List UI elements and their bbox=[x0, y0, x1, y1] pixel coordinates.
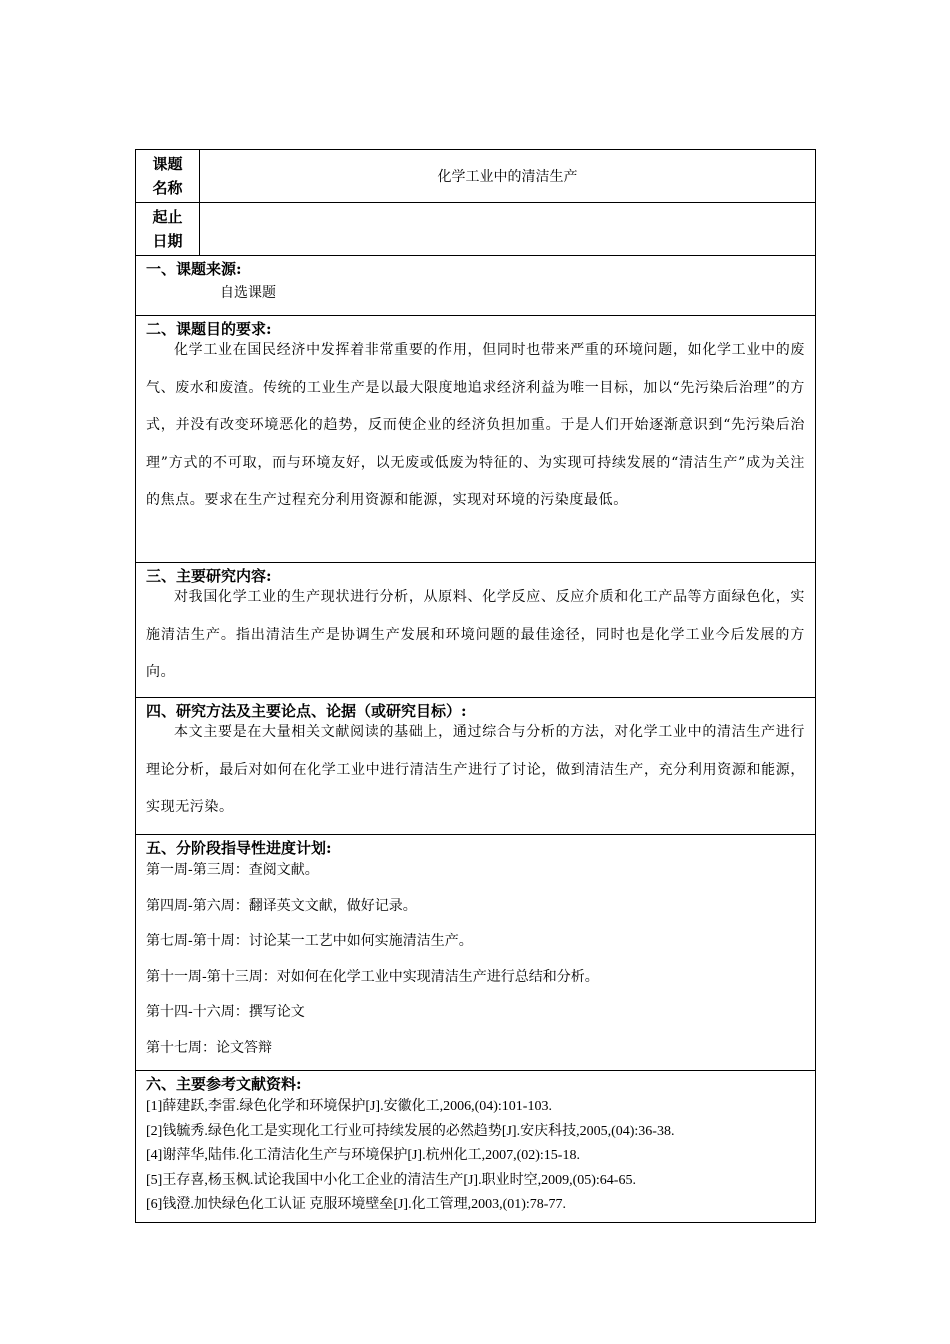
section-source-content: 自选课题 bbox=[220, 285, 276, 301]
topic-label-line-2: 名称 bbox=[152, 179, 183, 197]
plan-item: 第十一周-第十三周：对如何在化学工业中实现清洁生产进行总结和分析。 bbox=[146, 968, 599, 985]
section-source bbox=[136, 256, 816, 316]
section-purpose bbox=[136, 316, 816, 563]
topic-label bbox=[136, 150, 200, 203]
section-method bbox=[136, 698, 816, 835]
section-content bbox=[136, 563, 816, 698]
section-plan-title: 五、分阶段指导性进度计划: bbox=[146, 839, 332, 857]
topic-value: 化学工业中的清洁生产 bbox=[200, 150, 816, 203]
date-label-line-2: 日期 bbox=[152, 232, 183, 250]
reference-item: [5]王存喜,杨玉枫.试论我国中小化工企业的清洁生产[J].职业时空,2009,(05):64-65. bbox=[146, 1172, 636, 1188]
section-method-title: 四、研究方法及主要论点、论据（或研究目标）: bbox=[146, 702, 467, 720]
section-content-content: 对我国化学工业的生产现状进行分析，从原料、化学反应、反应介质和化工产品等方面绿色化，实施清洁生产。指出清洁生产是协调生产发展和环境问题的最佳途径，同时也是化学工业今后发展的方向。 bbox=[146, 589, 805, 680]
plan-item: 第十七周：论文答辩 bbox=[146, 1039, 272, 1056]
task-form-table bbox=[135, 149, 816, 1223]
plan-item: 第十四-十六周：撰写论文 bbox=[146, 1004, 305, 1020]
reference-item: [1]薛建跃,李雷.绿色化学和环境保护[J].安徽化工,2006,(04):101-103. bbox=[146, 1099, 552, 1114]
section-plan bbox=[136, 835, 816, 1071]
section-source-title: 一、课题来源: bbox=[146, 260, 242, 278]
topic-label-line-1: 课题 bbox=[152, 155, 183, 173]
plan-item: 第四周-第六周：翻译英文文献，做好记录。 bbox=[146, 897, 417, 914]
plan-item: 第七周-第十周：讨论某一工艺中如何实施清洁生产。 bbox=[146, 933, 473, 949]
section-references-title: 六、主要参考文献资料: bbox=[146, 1075, 302, 1093]
reference-item: [2]钱毓秀.绿色化工是实现化工行业可持续发展的必然趋势[J].安庆科技,2005,(04):36-38. bbox=[146, 1123, 675, 1139]
section-references bbox=[136, 1071, 816, 1223]
section-purpose-content: 化学工业在国民经济中发挥着非常重要的作用，但同时也带来严重的环境问题，如化学工业中的废气、废水和废渣。传统的工业生产是以最大限度地追求经济利益为唯一目标，加以“先污染后治理”的方式，并没有改变环境恶化的趋势，反而使企业的经济负担加重。于是人们开始逐渐意识到“先污染后治理”方式的不可取，而与环境友好，以无废或低废为特征的、为实现可持续发展的“清洁生产”成为关注的焦点。要求在生产过程充分利用资源和能源，实现对环境的污染度最低。 bbox=[146, 342, 805, 508]
section-purpose-title: 二、课题目的要求: bbox=[146, 320, 272, 338]
date-value bbox=[200, 203, 816, 256]
section-method-content: 本文主要是在大量相关文献阅读的基础上，通过综合与分析的方法，对化学工业中的清洁生产进行理论分析，最后对如何在化学工业中进行清洁生产进行了讨论，做到清洁生产，充分利用资源和能源，实现无污染。 bbox=[146, 724, 805, 815]
date-label bbox=[136, 203, 200, 256]
reference-item: [6]钱澄.加快绿色化工认证 克服环境壁垒[J].化工管理,2003,(01):78-77. bbox=[146, 1197, 566, 1212]
date-label-line-1: 起止 bbox=[152, 208, 183, 226]
reference-item: [4]谢萍华,陆伟.化工清洁化生产与环境保护[J].杭州化工,2007,(02):15-18. bbox=[146, 1148, 580, 1163]
plan-item: 第一周-第三周：查阅文献。 bbox=[146, 862, 319, 878]
section-content-title: 三、主要研究内容: bbox=[146, 567, 272, 585]
